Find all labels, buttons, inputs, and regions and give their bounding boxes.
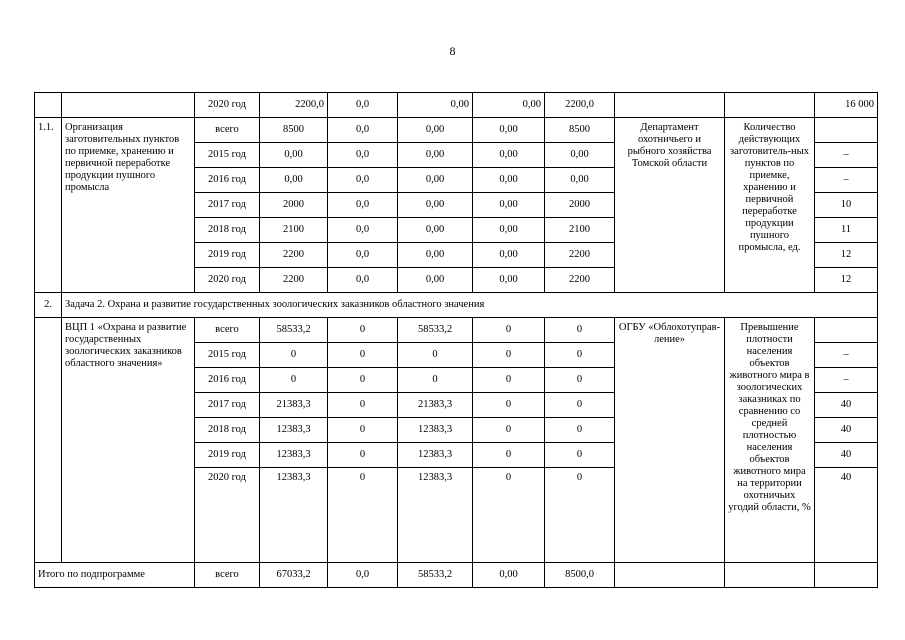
value-cell: 0,0 (328, 143, 398, 168)
value-cell: 0 (545, 318, 615, 343)
year-cell: 2017 год (195, 393, 260, 418)
year-cell: 2017 год (195, 193, 260, 218)
value-cell: 0,00 (545, 168, 615, 193)
year-cell: 2019 год (195, 243, 260, 268)
row-number: 1.1. (35, 118, 62, 293)
value-cell: 0,00 (545, 143, 615, 168)
value-cell: 0 (260, 343, 328, 368)
value-cell: 0,00 (260, 143, 328, 168)
value-cell: 2200,0 (545, 93, 615, 118)
value-cell: 0,0 (328, 118, 398, 143)
value-cell: 0,00 (398, 243, 473, 268)
value-cell: 12383,3 (398, 468, 473, 563)
year-cell: 2016 год (195, 368, 260, 393)
indicator-value-cell: 40 (815, 393, 878, 418)
value-cell: 12383,3 (398, 418, 473, 443)
executor-cell: ОГБУ «Облохотуправ-ление» (615, 318, 725, 563)
indicator-value-cell: 11 (815, 218, 878, 243)
value-cell: 0,00 (473, 268, 545, 293)
year-cell: 2015 год (195, 143, 260, 168)
value-cell: 0 (328, 468, 398, 563)
value-cell: 2200 (260, 268, 328, 293)
value-cell: 2000 (260, 193, 328, 218)
year-cell: 2019 год (195, 443, 260, 468)
value-cell: 2200 (260, 243, 328, 268)
value-cell: 0,0 (328, 563, 398, 588)
value-cell: 0 (328, 368, 398, 393)
section-header-row (35, 293, 878, 318)
value-cell: 2200,0 (260, 93, 328, 118)
table-row (35, 318, 878, 343)
value-cell: 0 (473, 368, 545, 393)
value-cell: 0 (545, 468, 615, 563)
indicator-name-cell: Превышение плотности населения объектов животного мира в зоологических заказниках по сравнению со средней плотностью населения объектов животного мира на территории охотничьих угодий области, % (725, 318, 815, 563)
value-cell: 0 (473, 468, 545, 563)
value-cell: 0,0 (328, 93, 398, 118)
value-cell: 0 (473, 343, 545, 368)
value-cell: 0,00 (473, 193, 545, 218)
value-cell: 2200 (545, 268, 615, 293)
indicator-value-cell (815, 318, 878, 343)
value-cell: 0 (473, 443, 545, 468)
indicator-value-cell: 16 000 (815, 93, 878, 118)
value-cell: 0,00 (473, 143, 545, 168)
value-cell: 0 (328, 343, 398, 368)
indicator-name-cell: Количество действующих заготовитель-ных пунктов по приемке, хранению и первичной переработке продукции пушного промысла, ед. (725, 118, 815, 293)
value-cell: 0 (260, 368, 328, 393)
value-cell: 2200 (545, 243, 615, 268)
value-cell: 0,0 (328, 218, 398, 243)
value-cell: 0,00 (398, 118, 473, 143)
value-cell: 0,00 (398, 268, 473, 293)
value-cell: 8500 (260, 118, 328, 143)
value-cell: 12383,3 (260, 443, 328, 468)
value-cell: 67033,2 (260, 563, 328, 588)
value-cell: 0 (545, 343, 615, 368)
value-cell: 0,00 (398, 218, 473, 243)
indicator-value-cell: – (815, 168, 878, 193)
value-cell: 2000 (545, 193, 615, 218)
indicator-value-cell: 12 (815, 268, 878, 293)
indicator-value-cell: – (815, 343, 878, 368)
value-cell: 0,00 (473, 218, 545, 243)
value-cell: 58533,2 (260, 318, 328, 343)
value-cell: 8500 (545, 118, 615, 143)
indicator-value-cell: 40 (815, 443, 878, 468)
year-cell: всего (195, 118, 260, 143)
year-cell: 2020 год (195, 268, 260, 293)
value-cell: 0 (328, 393, 398, 418)
total-row (35, 563, 878, 588)
value-cell: 58533,2 (398, 318, 473, 343)
year-cell: всего (195, 318, 260, 343)
value-cell: 0,00 (398, 93, 473, 118)
indicator-value-cell: 40 (815, 418, 878, 443)
value-cell: 12383,3 (260, 418, 328, 443)
year-cell: всего (195, 563, 260, 588)
value-cell: 0 (545, 368, 615, 393)
measure-name: Организация заготовительных пунктов по приемке, хранению и первичной переработке продукции пушного промысла (62, 118, 195, 293)
value-cell: 0,0 (328, 243, 398, 268)
executor-cell: Департамент охотничьего и рыбного хозяйства Томской области (615, 118, 725, 293)
indicator-value-cell (815, 118, 878, 143)
value-cell: 0 (545, 443, 615, 468)
value-cell: 8500,0 (545, 563, 615, 588)
value-cell: 12383,3 (260, 468, 328, 563)
value-cell: 0 (328, 418, 398, 443)
value-cell: 12383,3 (398, 443, 473, 468)
value-cell: 0 (398, 343, 473, 368)
value-cell: 0 (398, 368, 473, 393)
year-cell: 2015 год (195, 343, 260, 368)
page-number: 8 (449, 44, 456, 58)
value-cell: 0,00 (473, 118, 545, 143)
value-cell: 0,00 (473, 168, 545, 193)
value-cell: 58533,2 (398, 563, 473, 588)
value-cell: 0,0 (328, 268, 398, 293)
year-cell: 2020 год (195, 93, 260, 118)
measure-name: ВЦП 1 «Охрана и развитие государственных зоологических заказников областного значения» (62, 318, 195, 563)
program-table (34, 92, 878, 588)
value-cell: 0,0 (328, 168, 398, 193)
indicator-value-cell: 10 (815, 193, 878, 218)
value-cell: 0 (473, 318, 545, 343)
value-cell: 0,00 (398, 143, 473, 168)
value-cell: 0,00 (260, 168, 328, 193)
value-cell: 0 (545, 418, 615, 443)
value-cell: 0,0 (328, 193, 398, 218)
value-cell: 2100 (545, 218, 615, 243)
value-cell: 0,00 (473, 563, 545, 588)
value-cell: 0,00 (398, 168, 473, 193)
value-cell: 2100 (260, 218, 328, 243)
indicator-value-cell: – (815, 143, 878, 168)
value-cell: 0 (328, 443, 398, 468)
value-cell: 0,00 (473, 243, 545, 268)
year-cell: 2018 год (195, 218, 260, 243)
table-row (35, 118, 878, 143)
total-label: Итого по подпрограмме (35, 563, 195, 588)
table-row (35, 93, 878, 118)
value-cell: 0 (473, 393, 545, 418)
value-cell: 21383,3 (260, 393, 328, 418)
indicator-value-cell: – (815, 368, 878, 393)
year-cell: 2020 год (195, 468, 260, 563)
section-title: Задача 2. Охрана и развитие государственных зоологических заказников областного значения (62, 293, 878, 318)
value-cell: 0 (473, 418, 545, 443)
value-cell: 0,00 (473, 93, 545, 118)
year-cell: 2016 год (195, 168, 260, 193)
value-cell: 0,00 (398, 193, 473, 218)
row-number: 2. (35, 293, 62, 318)
indicator-value-cell: 40 (815, 468, 878, 563)
value-cell: 0 (545, 393, 615, 418)
indicator-value-cell: 12 (815, 243, 878, 268)
value-cell: 21383,3 (398, 393, 473, 418)
value-cell: 0 (328, 318, 398, 343)
year-cell: 2018 год (195, 418, 260, 443)
